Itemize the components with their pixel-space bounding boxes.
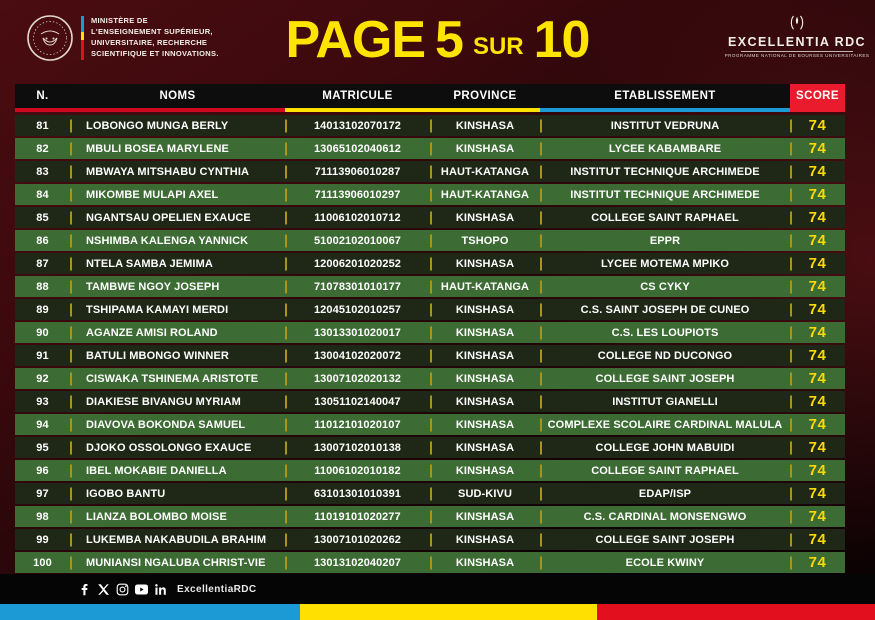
x-icon [97,583,110,596]
brand-rule [741,51,853,52]
name-cell: MUNIANSI NGALUBA CHRIST-VIE [70,552,285,573]
col-header-score: SCORE [790,84,845,108]
etablissement-cell: LYCEE MOTEMA MPIKO [540,253,790,274]
score-cell: 74 [790,552,845,573]
col-header-province: PROVINCE [453,90,517,102]
etablissement-cell: C.S. CARDINAL MONSENGWO [540,506,790,527]
results-table [15,84,845,575]
name-cell: BATULI MBONGO WINNER [70,345,285,366]
matricule-cell: 13013102040207 [285,552,430,573]
name-cell: LUKEMBA NAKABUDILA BRAHIM [70,529,285,550]
etablissement-cell: LYCEE KABAMBARE [540,138,790,159]
matricule-cell: 13013301020017 [285,322,430,343]
matricule-cell: 51002102010067 [285,230,430,251]
brand-name: EXCELLENTIA RDC [728,35,866,49]
matricule-cell: 11006102010182 [285,460,430,481]
col-header-rank: N. [36,90,49,102]
score-cell: 74 [790,437,845,458]
rank-cell: 81 [15,115,70,136]
score-cell: 74 [790,460,845,481]
province-cell: HAUT-KATANGA [430,276,540,297]
rank-cell: 98 [15,506,70,527]
matricule-cell: 13004102020072 [285,345,430,366]
score-cell: 74 [790,138,845,159]
score-cell: 74 [790,276,845,297]
name-cell: MBWAYA MITSHABU CYNTHIA [70,161,285,182]
total-pages: 10 [533,11,590,69]
score-cell: 74 [790,115,845,136]
score-cell: 74 [790,207,845,228]
matricule-cell: 13065102040612 [285,138,430,159]
rank-cell: 83 [15,161,70,182]
page-word: PAGE [285,11,426,69]
table-row [15,391,845,412]
youtube-icon [135,583,148,596]
ministry-line: SCIENTIFIQUE ET INNOVATIONS. [91,48,219,58]
matricule-cell: 13007101020262 [285,529,430,550]
matricule-cell: 14013102070172 [285,115,430,136]
rank-cell: 91 [15,345,70,366]
name-cell: LOBONGO MUNGA BERLY [70,115,285,136]
table-row [15,414,845,435]
table-row [15,529,845,550]
table-row [15,138,845,159]
province-cell: KINSHASA [430,207,540,228]
table-row [15,299,845,320]
matricule-cell: 71113906010297 [285,184,430,205]
page-number: 5 [435,11,463,69]
ministry-line: L'ENSEIGNEMENT SUPÉRIEUR, [91,27,213,37]
name-cell: DIAKIESE BIVANGU MYRIAM [70,391,285,412]
name-cell: IBEL MOKABIE DANIELLA [70,460,285,481]
name-cell: LIANZA BOLOMBO MOISE [70,506,285,527]
table-body [15,115,845,573]
social-handle: ExcellentiaRDC [177,583,257,595]
province-cell: HAUT-KATANGA [430,161,540,182]
table-row [15,207,845,228]
etablissement-cell: COLLEGE SAINT RAPHAEL [540,460,790,481]
rank-cell: 99 [15,529,70,550]
matricule-cell: 11019101020277 [285,506,430,527]
col-header-names: NOMS [159,90,196,102]
score-cell: 74 [790,322,845,343]
province-cell: KINSHASA [430,138,540,159]
table-row [15,483,845,504]
table-header-row [15,84,845,108]
score-cell: 74 [790,414,845,435]
province-cell: KINSHASA [430,529,540,550]
rank-cell: 84 [15,184,70,205]
province-cell: KINSHASA [430,506,540,527]
etablissement-cell: COMPLEXE SCOLAIRE CARDINAL MALULA [540,414,790,435]
matricule-cell: 12045102010257 [285,299,430,320]
table-row [15,115,845,136]
matricule-cell: 11012101020107 [285,414,430,435]
table-row [15,460,845,481]
province-cell: HAUT-KATANGA [430,184,540,205]
rank-cell: 92 [15,368,70,389]
table-row [15,253,845,274]
instagram-icon [116,583,129,596]
table-row [15,184,845,205]
score-cell: 74 [790,161,845,182]
top-banner [0,0,875,80]
province-cell: KINSHASA [430,414,540,435]
score-cell: 74 [790,253,845,274]
tricolor-stripe [15,108,845,112]
name-cell: NTELA SAMBA JEMIMA [70,253,285,274]
table-row [15,345,845,366]
rank-cell: 95 [15,437,70,458]
matricule-cell: 71078301010177 [285,276,430,297]
score-cell: 74 [790,529,845,550]
page-separator: SUR [472,33,524,60]
table-row [15,368,845,389]
facebook-icon [78,583,91,596]
score-cell: 74 [790,230,845,251]
rank-cell: 88 [15,276,70,297]
table-row [15,437,845,458]
name-cell: AGANZE AMISI ROLAND [70,322,285,343]
matricule-cell: 63101301010391 [285,483,430,504]
name-cell: NSHIMBA KALENGA YANNICK [70,230,285,251]
table-row [15,322,845,343]
name-cell: MBULI BOSEA MARYLENE [70,138,285,159]
province-cell: KINSHASA [430,253,540,274]
matricule-cell: 13007102020132 [285,368,430,389]
score-cell: 74 [790,299,845,320]
province-cell: KINSHASA [430,322,540,343]
score-cell: 74 [790,483,845,504]
etablissement-cell: COLLEGE SAINT JOSEPH [540,368,790,389]
etablissement-cell: COLLEGE ND DUCONGO [540,345,790,366]
rank-cell: 90 [15,322,70,343]
matricule-cell: 13051102140047 [285,391,430,412]
ministry-line: UNIVERSITAIRE, RECHERCHE [91,38,208,47]
bottom-flag-stripe [0,604,875,620]
name-cell: CISWAKA TSHINEMA ARISTOTE [70,368,285,389]
social-icons [78,583,167,596]
rank-cell: 100 [15,552,70,573]
etablissement-cell: INSTITUT GIANELLI [540,391,790,412]
etablissement-cell: CS CYKY [540,276,790,297]
etablissement-cell: COLLEGE SAINT JOSEPH [540,529,790,550]
province-cell: TSHOPO [430,230,540,251]
etablissement-cell: EPPR [540,230,790,251]
table-row [15,506,845,527]
name-cell: TAMBWE NGOY JOSEPH [70,276,285,297]
matricule-cell: 11006102010712 [285,207,430,228]
table-row [15,230,845,251]
rank-cell: 86 [15,230,70,251]
footer-band [0,574,875,604]
linkedin-icon [154,583,167,596]
rank-cell: 97 [15,483,70,504]
rank-cell: 87 [15,253,70,274]
brand-tagline: PROGRAMME NATIONAL DE BOURSES UNIVERSITAIRES [724,53,870,58]
etablissement-cell: EDAP/ISP [540,483,790,504]
etablissement-cell: C.S. SAINT JOSEPH DE CUNEO [540,299,790,320]
table-row [15,552,845,573]
rank-cell: 93 [15,391,70,412]
name-cell: TSHIPAMA KAMAYI MERDI [70,299,285,320]
province-cell: KINSHASA [430,552,540,573]
excellentia-logo-block [724,12,870,58]
score-cell: 74 [790,345,845,366]
province-cell: KINSHASA [430,345,540,366]
province-cell: KINSHASA [430,368,540,389]
province-cell: KINSHASA [430,437,540,458]
score-cell: 74 [790,368,845,389]
province-cell: KINSHASA [430,299,540,320]
etablissement-cell: ECOLE KWINY [540,552,790,573]
rank-cell: 94 [15,414,70,435]
score-cell: 74 [790,391,845,412]
matricule-cell: 12006201020252 [285,253,430,274]
etablissement-cell: INSTITUT TECHNIQUE ARCHIMEDE [540,161,790,182]
ministry-line: MINISTÈRE DE [91,16,148,26]
matricule-cell: 13007102010138 [285,437,430,458]
name-cell: DJOKO OSSOLONGO EXAUCE [70,437,285,458]
score-cell: 74 [790,506,845,527]
province-cell: SUD-KIVU [430,483,540,504]
flame-icon [787,12,807,34]
etablissement-cell: INSTITUT VEDRUNA [540,115,790,136]
score-cell: 74 [790,184,845,205]
rank-cell: 85 [15,207,70,228]
etablissement-cell: C.S. LES LOUPIOTS [540,322,790,343]
name-cell: NGANTSAU OPELIEN EXAUCE [70,207,285,228]
province-cell: KINSHASA [430,460,540,481]
rank-cell: 89 [15,299,70,320]
province-cell: KINSHASA [430,391,540,412]
matricule-cell: 71113906010287 [285,161,430,182]
rank-cell: 82 [15,138,70,159]
rank-cell: 96 [15,460,70,481]
table-row [15,161,845,182]
table-row [15,276,845,297]
etablissement-cell: INSTITUT TECHNIQUE ARCHIMEDE [540,184,790,205]
name-cell: IGOBO BANTU [70,483,285,504]
etablissement-cell: COLLEGE JOHN MABUIDI [540,437,790,458]
col-header-etablissement: ETABLISSEMENT [614,90,716,102]
col-header-matricule: MATRICULE [322,90,393,102]
province-cell: KINSHASA [430,115,540,136]
name-cell: MIKOMBE MULAPI AXEL [70,184,285,205]
etablissement-cell: COLLEGE SAINT RAPHAEL [540,207,790,228]
name-cell: DIAVOVA BOKONDA SAMUEL [70,414,285,435]
